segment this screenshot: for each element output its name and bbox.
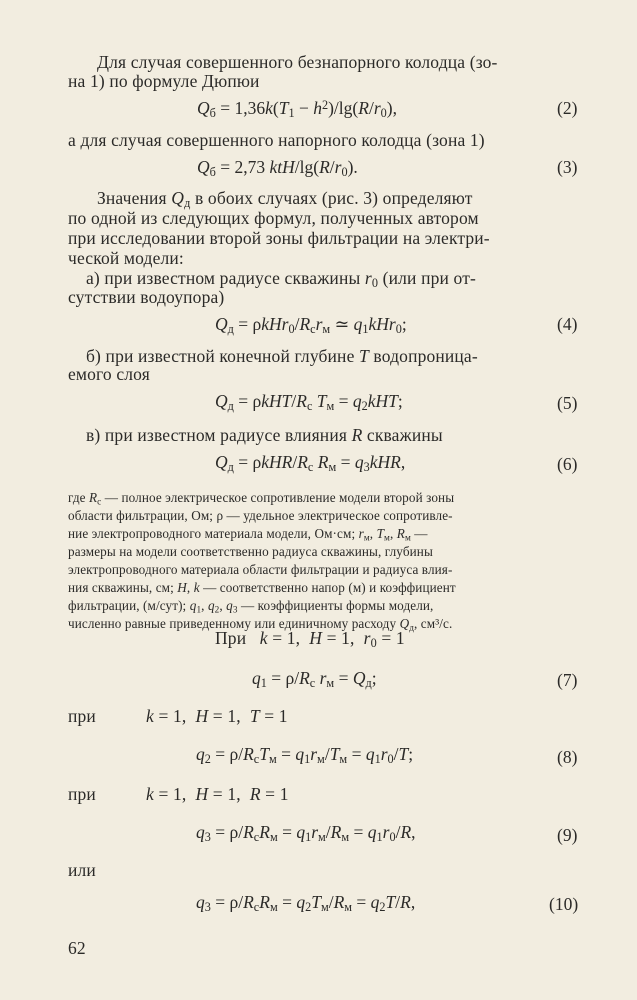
text-line: на 1) по формуле Дюпюи (68, 71, 260, 91)
equation-number: (4) (557, 314, 578, 334)
condition-line: k = 1, H = 1, R = 1 (146, 784, 289, 804)
footnote-line: электропроводного материала области фильтрации и радиуса влия- (68, 562, 453, 577)
footnote-line: численно равные приведенному или единичному расходу $Q_д$, см³/с. (68, 616, 453, 633)
text-line: а для случая совершенного напорного колодца (зона 1) (68, 130, 485, 150)
condition-line: k = 1, H = 1, T = 1 (146, 706, 288, 726)
footnote-line: фильтрации, (м/сут); $q_1$, $q_2$, $q_3$ — коэффициенты формы модели, (68, 598, 434, 615)
footnote-line: размеры на модели соответственно радиуса скважины, глубины (68, 544, 433, 559)
equation-number: (10) (549, 894, 579, 914)
text-line: б) при известной конечной глубине T водопроница- (86, 346, 478, 366)
text-line: емого слоя (68, 364, 150, 384)
text-line: сутствии водоупора) (68, 287, 225, 307)
condition-word: при (68, 784, 96, 804)
equation-5: $Q_д = \rho kHT/R_с$ $T_м = q_2kHT$; (215, 391, 403, 414)
text-line: по одной из следующих формул, полученных автором (68, 208, 479, 228)
equation-number: (7) (557, 670, 578, 690)
footnote-line: где $R_с$ — полное электрическое сопротивление модели второй зоны (68, 490, 455, 507)
text-line: при исследовании второй зоны фильтрации на электри- (68, 228, 490, 248)
equation-2: $Q_б = 1,36k(T_1 - h^2)/\lg(R/r_0)$, (197, 98, 397, 121)
equation-number: (5) (557, 393, 578, 413)
equation-10: $q_3 = \rho/R_сR_м = q_2T_м/R_м = q_2T/R$, (196, 892, 416, 915)
or-word: или (68, 860, 96, 880)
text-line: Для случая совершенного безнапорного колодца (зо- (97, 52, 498, 72)
equation-4: $Q_д = \rho kHr_0/R_сr_м$ ≃ $q_1kHr_0$; (215, 314, 407, 337)
text-line: а) при известном радиусе скважины $r_0$ (или при от- (86, 268, 476, 291)
footnote-line: ния скважины, см; H, k — соответственно напор (м) и коэффициент (68, 580, 456, 595)
text-line: в) при известном радиусе влияния R скважины (86, 425, 443, 445)
equation-number: (2) (557, 98, 578, 118)
equation-number: (9) (557, 825, 578, 845)
equation-number: (8) (557, 747, 578, 767)
equation-number: (6) (557, 454, 578, 474)
equation-8: $q_2 = \rho/R_сT_м = q_1r_м/T_м = q_1r_0/T$; (196, 744, 414, 767)
equation-7: $q_1 = \rho/R_с$ $r_м = Q_д$; (252, 668, 377, 691)
equation-9: $q_3 = \rho/R_сR_м = q_1r_м/R_м = q_1r_0/R$, (196, 822, 416, 845)
equation-number: (3) (557, 157, 578, 177)
condition-word: при (68, 706, 96, 726)
footnote-line: области фильтрации, Ом; ρ — удельное электрическое сопротивле- (68, 508, 453, 523)
text-line: ческой модели: (68, 248, 184, 268)
equation-6: $Q_д = \rho kHR/R_с$ $R_м = q_3kHR$, (215, 452, 406, 475)
condition-line: При k = 1, H = 1, $r_0 = 1$ (215, 628, 405, 651)
footnote-line: ние электропроводного материала модели, Ом·см; $r_м$, $T_м$, $R_м$ — (68, 526, 428, 543)
page-number: 62 (68, 938, 86, 958)
text-line: Значения $Q_д$ в обоих случаях (рис. 3) определяют (97, 188, 473, 211)
equation-3: $Q_б = 2,73$ ktH/$\lg(R/r_0)$. (197, 157, 358, 180)
